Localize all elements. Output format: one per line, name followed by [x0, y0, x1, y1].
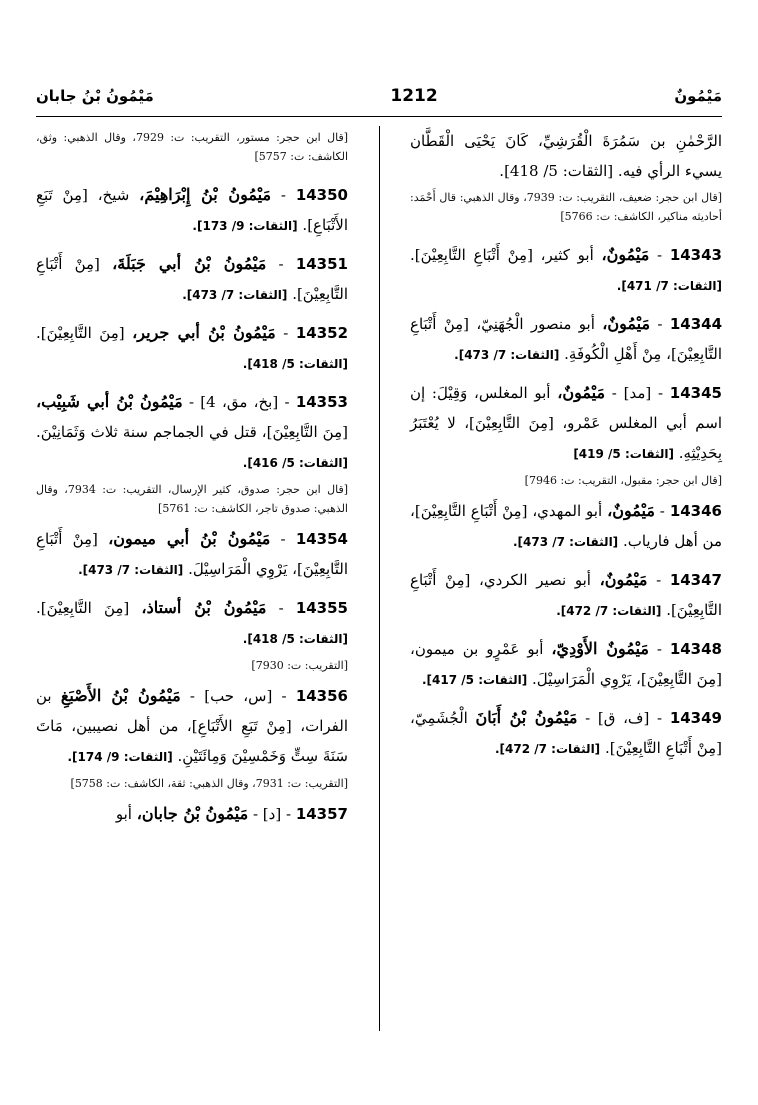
entry-sigla: [د] - — [252, 805, 282, 823]
entry-reference: [الثقات: 5/ 418]. — [242, 357, 348, 371]
entry-sigla: [مد] - — [611, 384, 652, 402]
entry-text: أبو عَمْرٍو بن ميمون، [مِنَ التَّابِعِيْنَ]، يَرْوِي الْمَرَاسِيْلَ. — [410, 640, 722, 688]
entry-14345-note: [قال ابن حجر: مقبول، التقريب: ت: 7946] — [524, 474, 722, 487]
entry-14357: 14357 - [د] - مَيْمُونُ بْنُ جابان، أبو — [115, 804, 348, 823]
entry-number: 14357 — [295, 805, 348, 823]
entry-text: [مِنْ أَتْبَاعِ التَّابِعِيْنَ]، يَرْوِي الْمَرَاسِيْلَ. — [36, 530, 348, 578]
entry-number: 14348 — [669, 640, 722, 658]
entry-reference: [الثقات: 7/ 473]. — [182, 288, 288, 302]
entry-14355-note: [التقريب: ت: 7930] — [251, 659, 348, 672]
entry-text: [مِنَ التَّابِعِيْنَ]. — [36, 599, 130, 617]
entry-reference: [الثقات: 7/ 471]. — [616, 279, 722, 293]
entry-number: 14345 — [669, 384, 722, 402]
entry-14348: 14348 - مَيْمُونٌ الأَوْدِيّ، أبو عَمْرٍو بن ميمون، [مِنَ التَّابِعِيْنَ]، يَرْوِي الْمَرَاسِيْلَ. [الثقات: 5/ 417]. — [410, 639, 722, 688]
entry-14354: 14354 - مَيْمُونُ بْنُ أبي ميمون، [مِنْ أَتْبَاعِ التَّابِعِيْنَ]، يَرْوِي الْمَرَاسِيْلَ. [الثقات: 7/ 473]. — [36, 529, 348, 578]
entry-number: 14356 — [295, 687, 348, 705]
entry-headword: مَيْمُونٌ، — [599, 570, 648, 589]
page-number: 1212 — [390, 86, 438, 106]
entry-reference: [الثقات: 5/ 419] — [573, 447, 674, 461]
entry-reference: [الثقات: 5/ 417]. — [421, 673, 528, 687]
entry-14353-note: [قال ابن حجر: صدوق، كثير الإرسال، التقريب: ت: 7934، وقال الذهبي: صدوق تاجر، الكاشف: ت: 5761] — [36, 483, 348, 515]
entry-text: أبو المغلس، وَقِيْلَ: إن اسم أبي المغلس عَمْرو، [مِنَ التَّابِعِيْنَ]، لا يُعْتَبَرُ بِحَدِيْثِهِ. — [410, 384, 722, 462]
entry-text: أبو المهدي، [مِنْ أَتْبَاعِ التَّابِعِيْنَ]، من أهل فارياب. — [410, 502, 722, 550]
left-column — [36, 126, 348, 829]
entry-headword: مَيْمُونٌ، — [602, 314, 651, 333]
entry-headword: مَيْمُونُ بْنُ أبي جرير، — [132, 323, 276, 342]
entry-14343: 14343 - مَيْمُونٌ، أبو كثير، [مِنْ أَتْبَاعِ التَّابِعِيْنَ]. [الثقات: 7/ 471]. — [410, 245, 722, 293]
entry-reference: [الثقات: 7/ 473]. — [78, 563, 184, 577]
header-right-title: مَيْمُونٌ — [674, 87, 722, 105]
entry-text: أبو نصير الكردي، [مِنْ أَتْبَاعِ التَّابِعِيْنَ]. — [410, 571, 722, 619]
right-column — [410, 126, 722, 764]
entry-14352: 14352 - مَيْمُونُ بْنُ أبي جرير، [مِنَ التَّابِعِيْنَ]. [الثقات: 5/ 418]. — [36, 323, 349, 371]
entry-number: 14354 — [295, 530, 348, 548]
entry-headword: مَيْمُونُ بْنُ إِبْرَاهِيْمَ، — [139, 185, 272, 204]
entry-text: بن الفرات، [مِنْ تَبَعِ الأَتْبَاعِ]، من أهل نصيبين، مَاتَ سَنَةَ سِتٍّ وَخَمْسِيْنَ وَمِائَتَيْنِ. — [36, 687, 348, 765]
entry-14345: 14345 - [مد] - مَيْمُونٌ، أبو المغلس، وَقِيْلَ: إن اسم أبي المغلس عَمْرو، [مِنَ التَّابِعِيْنَ]، لا يُعْتَبَرُ بِحَدِيْثِهِ. [الثقات: 5/ 419] — [410, 383, 722, 462]
entry-14353: 14353 - [بخ، مق، 4] - مَيْمُونُ بْنُ أبي شَبِيْب، [مِنَ التَّابِعِيْنَ]، قتل في الجماجم سنة ثلاث وَثَمَانِيْنَ. [الثقات: 5/ 416]. — [36, 392, 348, 470]
entry-number: 14346 — [669, 502, 722, 520]
entry-14344: 14344 - مَيْمُونٌ، أبو منصور الْجُهَنِيّ، [مِنْ أَتْبَاعِ التَّابِعِيْنَ]، مِنْ أَهْلِ الْكُوفَةِ. [الثقات: 7/ 473]. — [410, 314, 723, 363]
right-continuation-text: الرَّحْمٰنِ بن سَمُرَةَ الْقُرَشِيِّ، كَانَ يَحْيَى الْقَطَّان يسيء الرأي فيه. [الثقات: 5/ 418]. — [410, 132, 722, 180]
entry-text: [مِنَ التَّابِعِيْنَ]، قتل في الجماجم سنة ثلاث وَثَمَانِيْنَ. — [36, 423, 348, 441]
entry-14350: 14350 - مَيْمُونُ بْنُ إِبْرَاهِيْمَ، شيخ، [مِنْ تَبَعِ الأَتْبَاعِ]. [الثقات: 9/ 173]. — [36, 185, 348, 234]
header-left-title: مَيْمُونُ بْنُ جابان — [36, 87, 154, 105]
entry-headword: مَيْمُونُ بْنُ الأَصْبَغِ — [60, 686, 181, 705]
entry-reference: [الثقات: 7/ 473]. — [454, 348, 560, 362]
entry-headword: مَيْمُونُ بْنُ أَبَانَ — [475, 708, 578, 727]
entry-sigla: [س، حب] - — [189, 687, 273, 705]
entry-sigla: [بخ، مق، 4] - — [188, 393, 279, 411]
entry-sigla: [ف، ق] - — [585, 709, 650, 727]
entry-number: 14343 — [669, 246, 722, 264]
entry-text: شيخ، [مِنْ تَبَعِ الأَتْبَاعِ]. — [36, 186, 348, 234]
entry-headword: مَيْمُونٌ، — [607, 501, 655, 520]
entry-headword: مَيْمُونُ بْنُ جابان، — [136, 804, 249, 823]
entry-number: 14351 — [295, 255, 348, 273]
entry-text: أبو — [115, 805, 132, 823]
entry-text: أبو كثير، [مِنْ أَتْبَاعِ التَّابِعِيْنَ]. — [410, 246, 594, 264]
entry-number: 14353 — [295, 393, 348, 411]
entry-headword: مَيْمُونُ بْنُ أبي ميمون، — [108, 529, 271, 548]
entry-headword: مَيْمُونٌ، — [601, 245, 650, 264]
entry-number: 14355 — [295, 599, 348, 617]
page-header — [36, 78, 722, 114]
entry-reference: [الثقات: 5/ 418]. — [242, 632, 348, 646]
entry-reference: [الثقات: 9/ 173]. — [192, 219, 298, 233]
entry-14351: 14351 - مَيْمُونُ بْنُ أبي جَبَلَةَ، [مِنْ أَتْبَاعِ التَّابِعِيْنَ]. [الثقات: 7/ 473]. — [36, 254, 348, 303]
column-divider — [379, 126, 380, 1031]
header-rule — [36, 116, 722, 117]
entry-text: [مِنْ أَتْبَاعِ التَّابِعِيْنَ]. — [36, 255, 348, 303]
entry-headword: مَيْمُونٌ الأَوْدِيّ، — [551, 639, 649, 658]
entry-14356-note: [التقريب: ت: 7931، وقال الذهبي: ثقة، الكاشف: ت: 5758] — [70, 777, 348, 790]
entry-number: 14350 — [295, 186, 348, 204]
entry-14349: 14349 - [ف، ق] - مَيْمُونُ بْنُ أَبَانَ الْجُشَمِيّ، [مِنْ أَتْبَاعِ التَّابِعِيْنَ]. [الثقات: 7/ 472]. — [410, 708, 722, 757]
entry-headword: مَيْمُونٌ، — [557, 383, 606, 402]
entry-number: 14349 — [669, 709, 722, 727]
entry-headword: مَيْمُونُ بْنُ أبي جَبَلَةَ، — [112, 254, 267, 273]
entry-reference: [الثقات: 7/ 472]. — [494, 742, 601, 756]
entry-number: 14347 — [669, 571, 722, 589]
entry-reference: [الثقات: 9/ 174]. — [67, 750, 173, 764]
entry-reference: [الثقات: 5/ 416]. — [242, 456, 348, 470]
entry-14355: 14355 - مَيْمُونُ بْنُ أستاذ، [مِنَ التَّابِعِيْنَ]. [الثقات: 5/ 418]. — [36, 598, 348, 646]
entry-14346: 14346 - مَيْمُونٌ، أبو المهدي، [مِنْ أَتْبَاعِ التَّابِعِيْنَ]، من أهل فارياب. [الثقات: 7/ 473]. — [410, 501, 722, 550]
entry-reference: [الثقات: 7/ 473]. — [512, 535, 619, 549]
entry-text: الْجُشَمِيّ، [مِنْ أَتْبَاعِ التَّابِعِيْنَ]. — [410, 709, 722, 757]
entry-14356: 14356 - [س، حب] - مَيْمُونُ بْنُ الأَصْبَغِ بن الفرات، [مِنْ تَبَعِ الأَتْبَاعِ]، من أهل نصيبين، مَاتَ سَنَةَ سِتٍّ وَخَمْسِيْنَ وَمِائَتَيْنِ. [الثقات: 9/ 174]. — [36, 686, 348, 765]
entry-headword: مَيْمُونُ بْنُ أبي شَبِيْب، — [36, 392, 183, 411]
entry-number: 14352 — [295, 324, 349, 342]
entry-headword: مَيْمُونُ بْنُ أستاذ، — [141, 598, 267, 617]
entry-reference: [الثقات: 7/ 472]. — [556, 604, 662, 618]
entry-text: [مِنَ التَّابِعِيْنَ]. — [36, 324, 125, 342]
entry-text: أبو منصور الْجُهَنِيّ، [مِنْ أَتْبَاعِ التَّابِعِيْنَ]، مِنْ أَهْلِ الْكُوفَةِ. — [410, 315, 722, 363]
right-continuation-note: [قال ابن حجر: ضعيف، التقريب: ت: 7939، وقال الذهبي: قال أَحْمَد: أحاديثه مناكير، الكاشف: ت: 5766] — [410, 191, 722, 223]
entry-14347: 14347 - مَيْمُونٌ، أبو نصير الكردي، [مِنْ أَتْبَاعِ التَّابِعِيْنَ]. [الثقات: 7/ 472]. — [410, 570, 722, 619]
entry-number: 14344 — [669, 315, 723, 333]
left-continuation-note: [قال ابن حجر: مستور، التقريب: ت: 7929، وقال الذهبي: وثق، الكاشف: ت: 5757] — [36, 131, 348, 163]
